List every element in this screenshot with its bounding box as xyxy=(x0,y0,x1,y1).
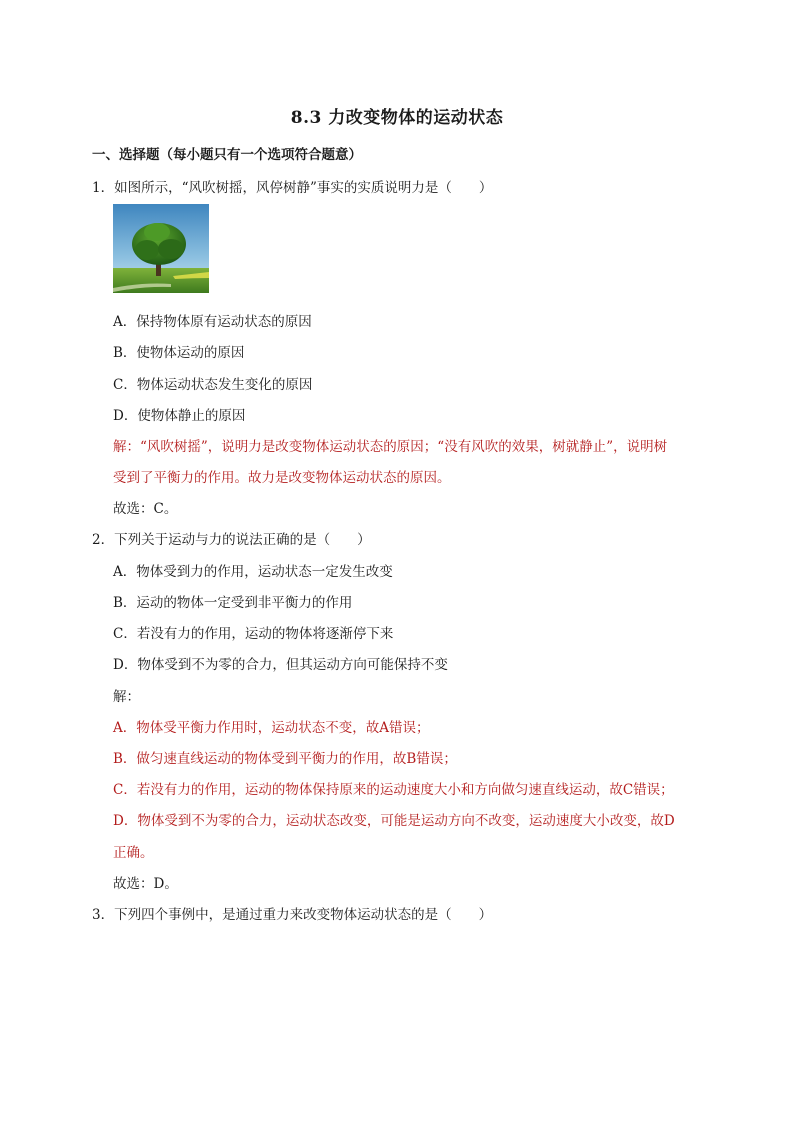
q1-option-d: D．使物体静止的原因 xyxy=(113,408,246,424)
q2-answer: 故选：D。 xyxy=(113,876,178,892)
q2-option-d: D．物体受到不为零的合力，但其运动方向可能保持不变 xyxy=(113,657,448,673)
q2-solution-label: 解： xyxy=(113,689,140,705)
q2-solution-line: D．物体受到不为零的合力，运动状态改变，可能是运动方向不改变，运动速度大小改变，故D xyxy=(113,813,675,829)
q1-option-c: C．物体运动状态发生变化的原因 xyxy=(113,377,313,393)
question-2-stem: 2．下列关于运动与力的说法正确的是（ ） xyxy=(92,532,371,548)
tree-image xyxy=(113,204,209,293)
question-1-stem: 1．如图所示，“风吹树摇，风停树静”事实的实质说明力是（ ） xyxy=(92,180,493,196)
q2-option-a: A．物体受到力的作用，运动状态一定发生改变 xyxy=(113,564,393,580)
q1-solution-line: 受到了平衡力的作用。故力是改变物体运动状态的原因。 xyxy=(113,470,451,486)
q1-answer: 故选：C。 xyxy=(113,501,178,517)
q1-option-a: A．保持物体原有运动状态的原因 xyxy=(113,314,312,330)
question-3-stem: 3．下列四个事例中，是通过重力来改变物体运动状态的是（ ） xyxy=(92,907,493,923)
q2-solution-line: B．做匀速直线运动的物体受到平衡力的作用，故B错误； xyxy=(113,751,457,767)
q2-solution-line: C．若没有力的作用，运动的物体保持原来的运动速度大小和方向做匀速直线运动，故C错误； xyxy=(113,782,674,798)
q1-option-b: B．使物体运动的原因 xyxy=(113,345,245,361)
page-title: 8.3 力改变物体的运动状态 xyxy=(290,108,504,128)
section-heading: 一、选择题（每小题只有一个选项符合题意） xyxy=(92,147,362,163)
q2-option-c: C．若没有力的作用，运动的物体将逐渐停下来 xyxy=(113,626,394,642)
q2-solution-line: 正确。 xyxy=(113,845,154,861)
q2-solution-line: A．物体受平衡力作用时，运动状态不变，故A错误； xyxy=(113,720,430,736)
q1-solution-line: 解：“风吹树摇”，说明力是改变物体运动状态的原因；“没有风吹的效果，树就静止”，说明树 xyxy=(113,439,668,455)
q2-option-b: B．运动的物体一定受到非平衡力的作用 xyxy=(113,595,353,611)
